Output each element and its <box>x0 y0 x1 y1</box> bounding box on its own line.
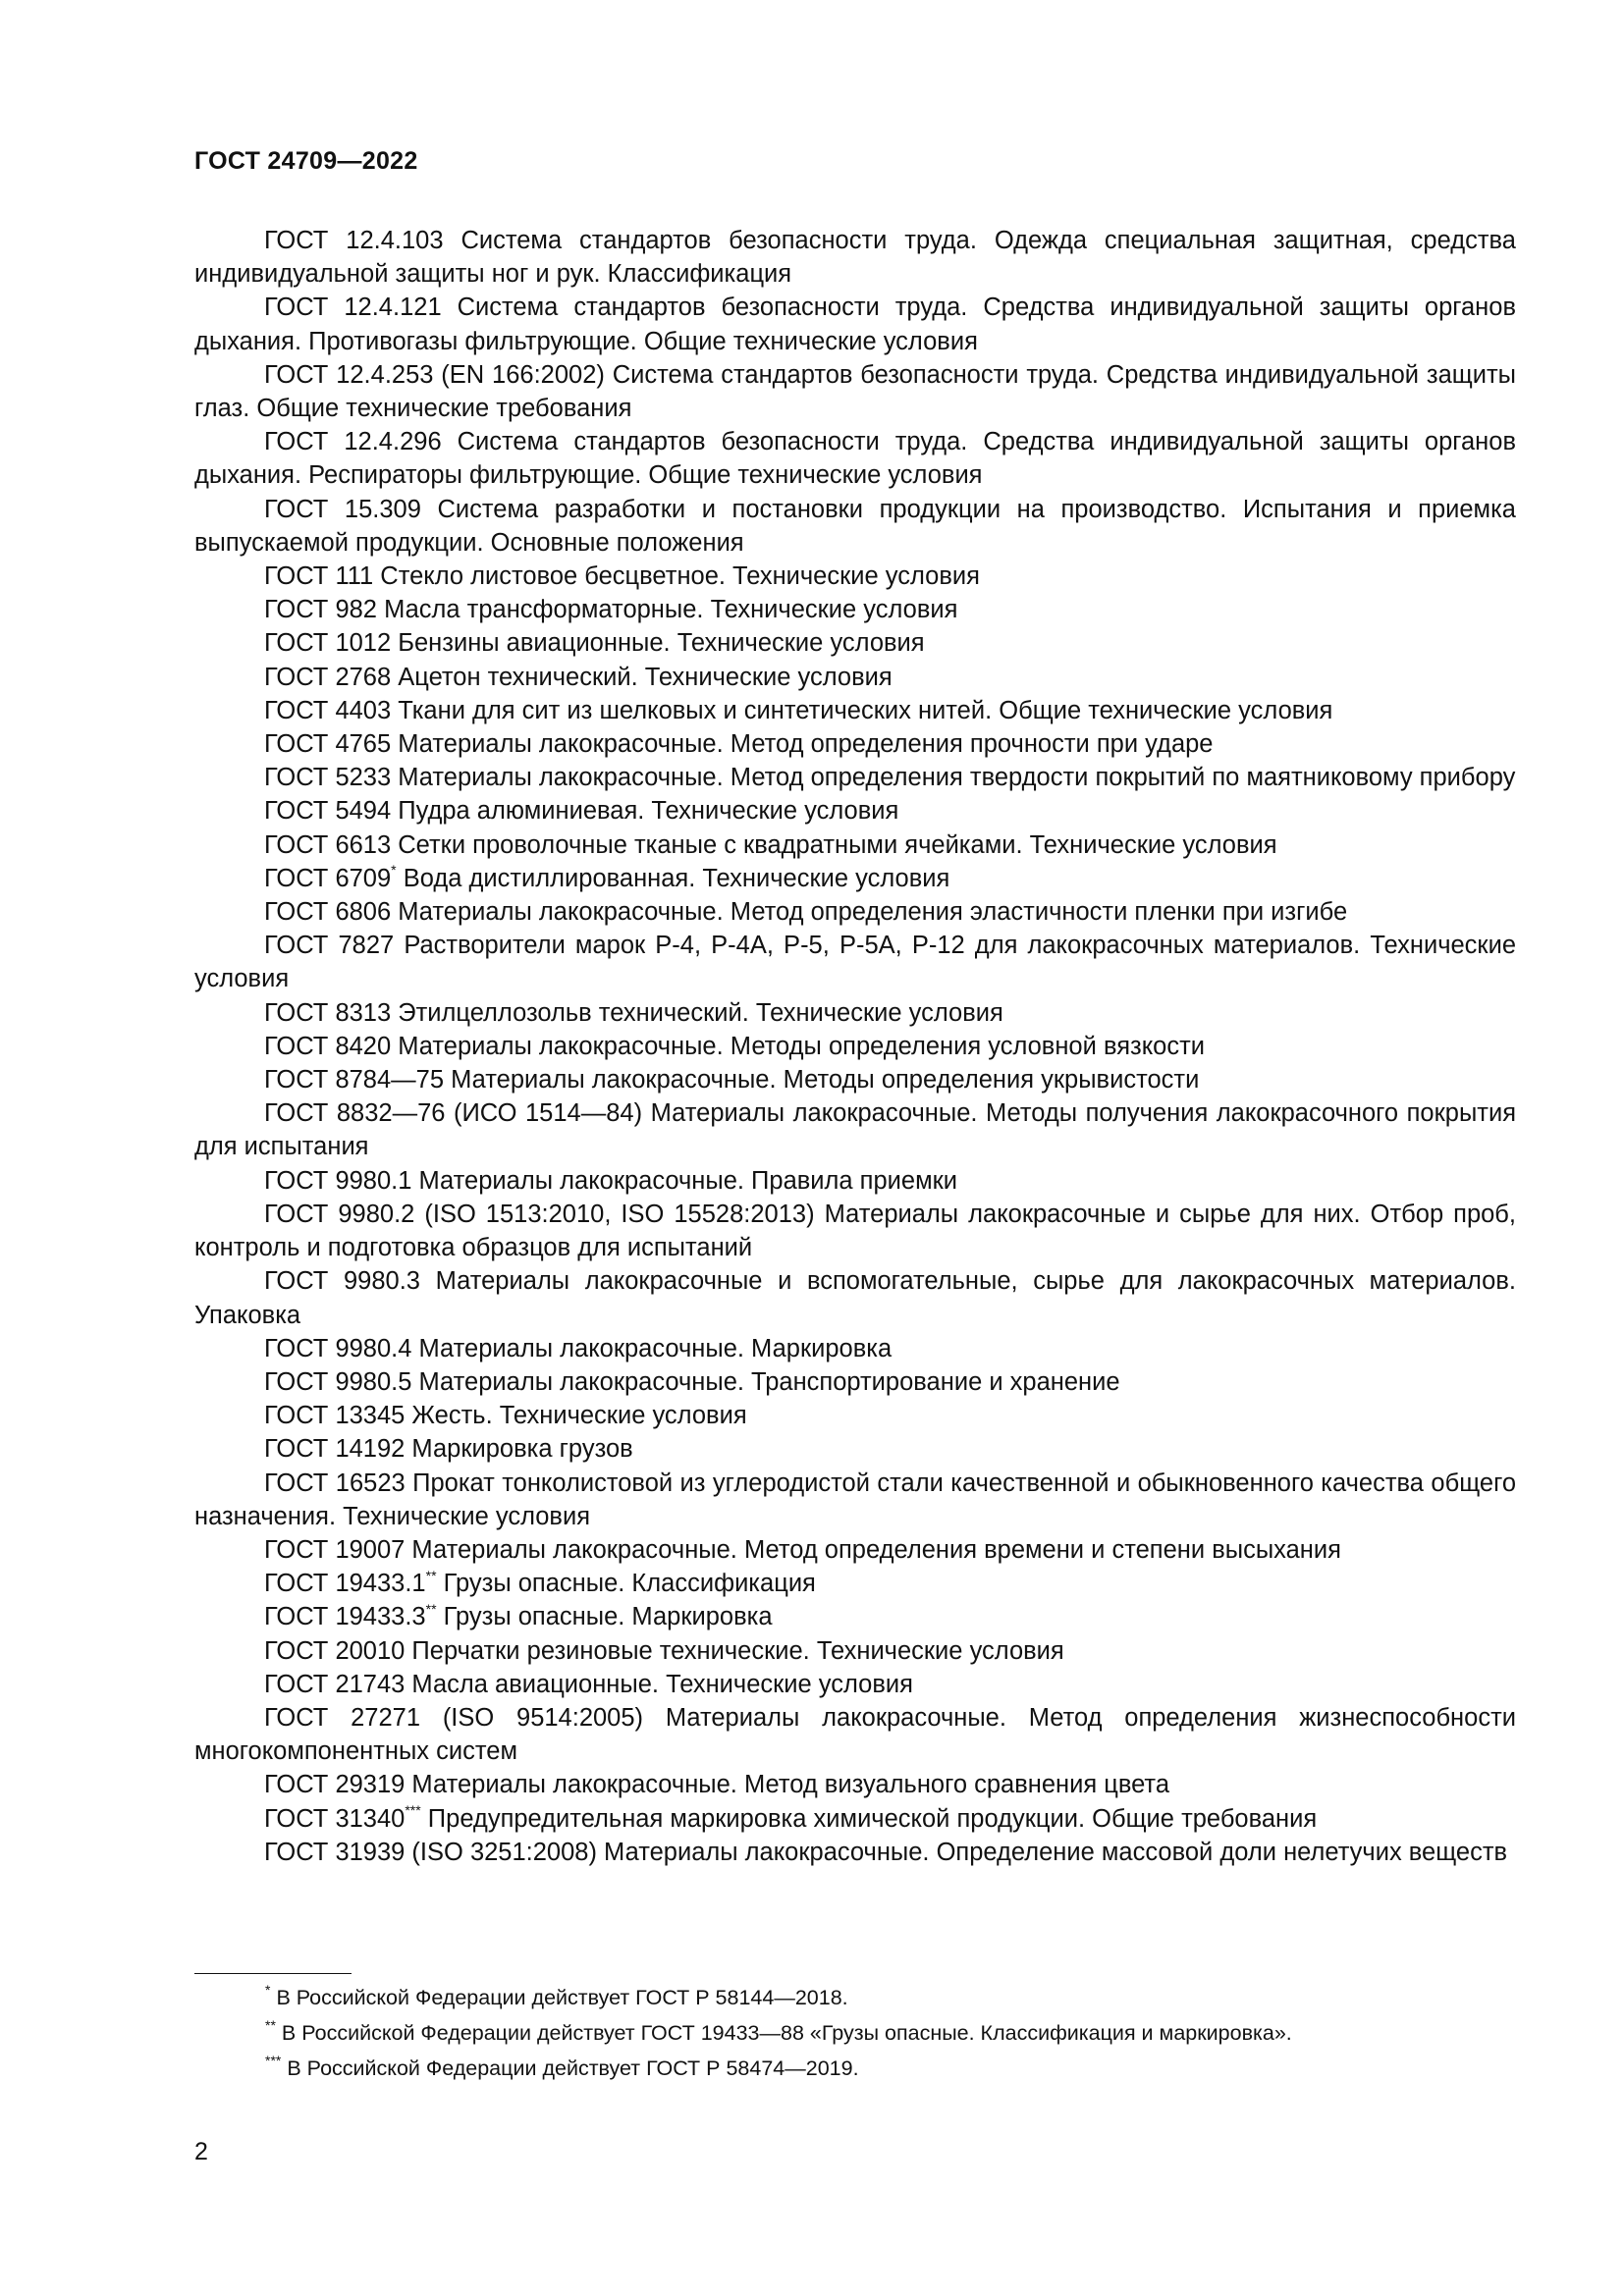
reference-item: ГОСТ 7827 Растворители марок Р-4, Р-4А, Р-5, Р-5А, Р-12 для лакокрасочных материалов. Технические условия <box>194 932 1516 993</box>
reference-item: ГОСТ 6806 Материалы лакокрасочные. Метод определения эластичности пленки при изгибе <box>264 898 1348 927</box>
footnote-marker: *** <box>405 1802 421 1819</box>
footnotes <box>194 1981 1516 2087</box>
footnote-marker: ** <box>265 2016 276 2033</box>
reference-item: ГОСТ 27271 (ISO 9514:2005) Материалы лакокрасочные. Метод определения жизнеспособности многокомпонентных систем <box>194 1703 1516 1766</box>
reference-item <box>194 1567 1516 1600</box>
reference-item: ГОСТ 111 Стекло листовое бесцветное. Технические условия <box>264 562 980 591</box>
reference-title: Предупредительная маркировка химической продукции. Общие требования <box>420 1804 1318 1833</box>
reference-item <box>194 1802 1516 1836</box>
reference-item <box>194 1600 1516 1633</box>
reference-item: ГОСТ 6613 Сетки проволочные тканые с квадратными ячейками. Технические условия <box>264 830 1277 859</box>
footnote-marker: *** <box>265 2052 282 2068</box>
reference-item: ГОСТ 12.4.253 (EN 166:2002) Система стандартов безопасности труда. Средства индивидуальной защиты глаз. Общие технические требования <box>194 360 1516 423</box>
reference-item <box>194 862 1516 895</box>
reference-item: ГОСТ 982 Масла трансформаторные. Технические условия <box>264 596 958 624</box>
reference-item: ГОСТ 13345 Жесть. Технические условия <box>264 1402 747 1430</box>
reference-item: ГОСТ 8784—75 Материалы лакокрасочные. Методы определения укрывистости <box>264 1066 1200 1095</box>
reference-item: ГОСТ 16523 Прокат тонколистовой из углеродистой стали качественной и обыкновенного качества общего назначения. Технические условия <box>194 1468 1516 1530</box>
reference-item: ГОСТ 9980.5 Материалы лакокрасочные. Транспортирование и хранение <box>264 1367 1120 1396</box>
reference-item: ГОСТ 9980.3 Материалы лакокрасочные и вспомогательные, сырье для лакокрасочных материалов. Упаковка <box>194 1267 1516 1329</box>
footnote-marker: ** <box>425 1567 437 1583</box>
footnote-marker: * <box>391 862 397 879</box>
document-header: ГОСТ 24709—2022 <box>194 147 418 175</box>
reference-item: ГОСТ 2768 Ацетон технический. Технические условия <box>264 663 893 691</box>
reference-item: ГОСТ 14192 Маркировка грузов <box>264 1435 633 1464</box>
reference-item: ГОСТ 9980.2 (ISO 1513:2010, ISO 15528:2013) Материалы лакокрасочные и сырье для них. Отбор проб, контроль и подготовка образцов для испытаний <box>194 1200 1516 1262</box>
reference-title: Вода дистиллированная. Технические условия <box>396 864 950 892</box>
reference-item: ГОСТ 8420 Материалы лакокрасочные. Методы определения условной вязкости <box>264 1032 1206 1060</box>
footnote-item <box>194 2016 1516 2050</box>
reference-item: ГОСТ 1012 Бензины авиационные. Технические условия <box>264 629 925 658</box>
reference-item: ГОСТ 5494 Пудра алюминиевая. Технические условия <box>264 797 899 826</box>
reference-item: ГОСТ 12.4.103 Система стандартов безопасности труда. Одежда специальная защитная, средства индивидуальной защиты ног и рук. Классификация <box>194 227 1516 289</box>
reference-item: ГОСТ 15.309 Система разработки и постановки продукции на производство. Испытания и приемка выпускаемой продукции. Основные положения <box>194 495 1516 557</box>
reference-item: ГОСТ 12.4.121 Система стандартов безопасности труда. Средства индивидуальной защиты органов дыхания. Противогазы фильтрующие. Общие технические условия <box>194 294 1516 355</box>
normative-references-list <box>194 224 1516 1869</box>
footnote-divider <box>194 1973 352 1974</box>
reference-code: ГОСТ 19433.1 <box>264 1570 426 1598</box>
footnote-text: В Российской Федерации действует ГОСТ Р 58144—2018. <box>276 1986 848 2009</box>
page-number: 2 <box>194 2138 208 2165</box>
reference-item: ГОСТ 9980.1 Материалы лакокрасочные. Правила приемки <box>264 1166 958 1195</box>
reference-item: ГОСТ 5233 Материалы лакокрасочные. Метод определения твердости покрытий по маятниковому прибору <box>264 764 1516 792</box>
reference-item: ГОСТ 29319 Материалы лакокрасочные. Метод визуального сравнения цвета <box>264 1771 1170 1799</box>
reference-item: ГОСТ 9980.4 Материалы лакокрасочные. Маркировка <box>264 1334 893 1362</box>
footnote-item <box>194 2052 1516 2085</box>
reference-title: Грузы опасные. Классификация <box>436 1570 816 1598</box>
reference-code: ГОСТ 31340 <box>264 1804 406 1833</box>
footnote-text: В Российской Федерации действует ГОСТ 19433—88 «Грузы опасные. Классификация и маркировка». <box>281 2021 1292 2045</box>
reference-code: ГОСТ 19433.3 <box>264 1603 426 1631</box>
reference-title: Грузы опасные. Маркировка <box>436 1603 773 1631</box>
reference-item: ГОСТ 31939 (ISO 3251:2008) Материалы лакокрасочные. Определение массовой доли нелетучих веществ <box>264 1838 1508 1866</box>
footnote-marker: * <box>265 1981 271 1998</box>
footnote-text: В Российской Федерации действует ГОСТ Р 58474—2019. <box>287 2056 859 2080</box>
reference-item: ГОСТ 8313 Этилцеллозольв технический. Технические условия <box>264 998 1003 1027</box>
reference-item: ГОСТ 21743 Масла авиационные. Технические условия <box>264 1670 913 1698</box>
reference-code: ГОСТ 6709 <box>264 864 392 892</box>
reference-item: ГОСТ 8832—76 (ИСО 1514—84) Материалы лакокрасочные. Методы получения лакокрасочного покрытия для испытания <box>194 1099 1516 1161</box>
reference-item: ГОСТ 19007 Материалы лакокрасочные. Метод определения времени и степени высыхания <box>264 1535 1341 1564</box>
footnote-item <box>194 1981 1516 2014</box>
reference-item: ГОСТ 20010 Перчатки резиновые технические. Технические условия <box>264 1636 1064 1665</box>
footnote-marker: ** <box>425 1600 437 1617</box>
reference-item: ГОСТ 12.4.296 Система стандартов безопасности труда. Средства индивидуальной защиты органов дыхания. Респираторы фильтрующие. Общие технические условия <box>194 428 1516 490</box>
reference-item: ГОСТ 4403 Ткани для сит из шелковых и синтетических нитей. Общие технические условия <box>264 696 1333 724</box>
reference-item: ГОСТ 4765 Материалы лакокрасочные. Метод определения прочности при ударе <box>264 730 1214 759</box>
